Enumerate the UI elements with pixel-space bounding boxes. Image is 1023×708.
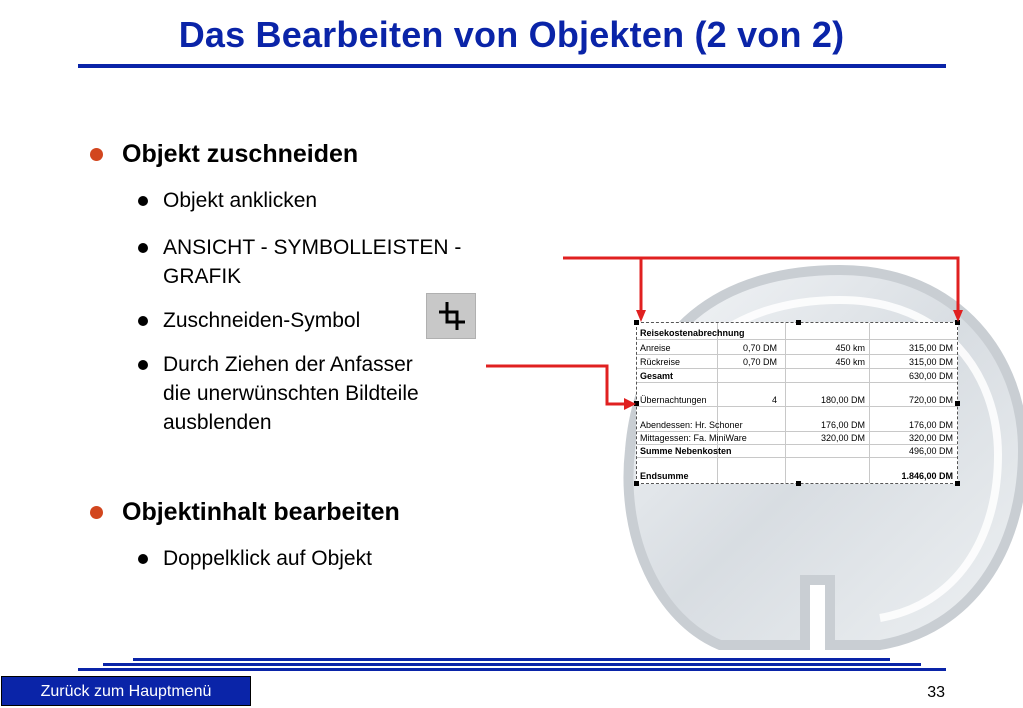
sub-bullet-text: ANSICHT - SYMBOLLEISTEN - GRAFIK xyxy=(163,236,462,288)
cell: 450 km xyxy=(835,343,865,353)
cell: 0,70 DM xyxy=(742,357,777,367)
cell: 450 km xyxy=(835,357,865,367)
cell: 4 xyxy=(771,395,777,405)
cell: Mittagessen: Fa. MiniWare xyxy=(640,433,747,443)
slide-title: Das Bearbeiten von Objekten (2 von 2) xyxy=(178,14,845,55)
page-number: 33 xyxy=(927,684,945,701)
cell: 315,00 DM xyxy=(908,343,953,353)
cell: 320,00 DM xyxy=(820,433,865,443)
cell: 720,00 DM xyxy=(908,395,953,405)
cell: Abendessen: Hr. Schoner xyxy=(640,420,743,430)
cell: 176,00 DM xyxy=(908,420,953,430)
cell: 496,00 DM xyxy=(908,446,953,456)
cell: 176,00 DM xyxy=(820,420,865,430)
cell: Übernachtungen xyxy=(640,395,707,405)
cell: 180,00 DM xyxy=(820,395,865,405)
section-heading: Objekt zuschneiden xyxy=(122,140,359,168)
back-to-main-menu-button[interactable]: Zurück zum Hauptmenü xyxy=(1,676,251,706)
section-heading: Objektinhalt bearbeiten xyxy=(122,498,400,526)
cell: 630,00 DM xyxy=(908,371,953,381)
cell: Rückreise xyxy=(640,357,681,367)
cell: Endsumme xyxy=(640,471,689,481)
sub-bullet-text: Zuschneiden-Symbol xyxy=(163,309,361,332)
cell: 0,70 DM xyxy=(742,343,777,353)
sub-bullet-text: Durch Ziehen der Anfasser die unerwünschten Bildteile ausblenden xyxy=(163,353,419,434)
cell: Summe Nebenkosten xyxy=(640,446,732,456)
sub-bullet-text: Doppelklick auf Objekt xyxy=(163,547,372,570)
cell: Gesamt xyxy=(640,371,674,381)
sub-bullet-text: Objekt anklicken xyxy=(163,189,318,212)
cell: 320,00 DM xyxy=(908,433,953,443)
cell: Anreise xyxy=(640,343,671,353)
cell: 1.846,00 DM xyxy=(901,471,953,481)
cell: 315,00 DM xyxy=(908,357,953,367)
cell: Reisekostenabrechnung xyxy=(640,328,745,338)
